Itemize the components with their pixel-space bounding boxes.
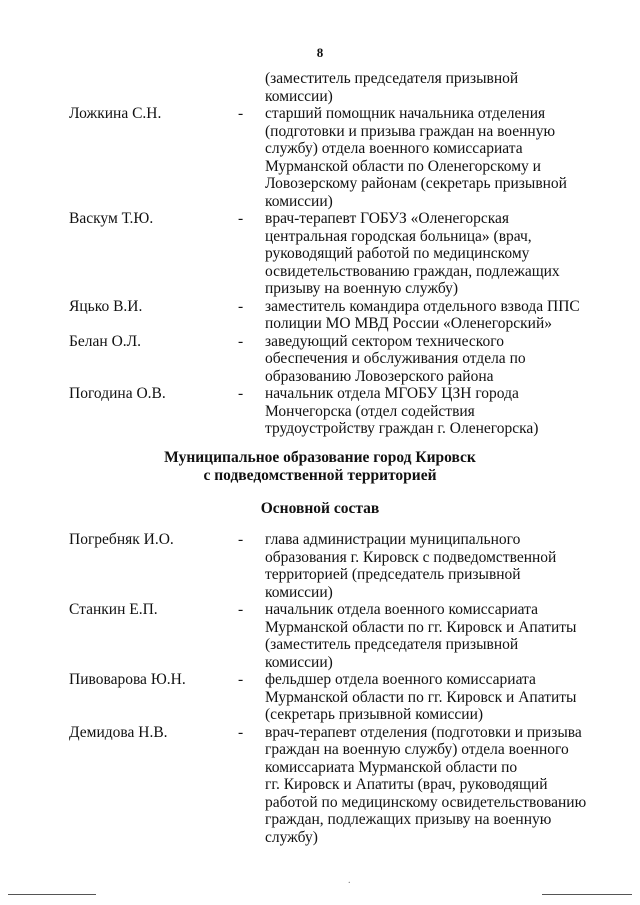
role-line: призыву на военную службу): [265, 280, 459, 297]
member-name: Станкин Е.П.: [69, 601, 158, 618]
member-name: Васкум Т.Ю.: [69, 210, 154, 227]
role-line: комиссии): [265, 583, 333, 601]
page-number: 8: [316, 45, 324, 60]
role-line: руководящий работой по медицинскому: [265, 245, 530, 262]
footer-rule-left: [8, 894, 96, 895]
dash-separator: -: [238, 601, 244, 618]
role-line: обеспечения и обслуживания отдела по: [265, 350, 526, 367]
member-role: [265, 298, 625, 333]
member-role: [265, 531, 625, 601]
role-line: Мурманской области по гг. Кировск и Апатиты: [265, 618, 577, 636]
role-line: Мурманской области по Оленегорскому и: [265, 157, 541, 175]
role-line: заведующий сектором технического: [265, 332, 504, 350]
member-role: [265, 210, 625, 298]
member-name: Яцько В.И.: [69, 297, 143, 315]
role-line: полиции МО МВД России «Оленегорский»: [265, 315, 553, 332]
dash-separator: -: [238, 105, 244, 122]
member-entry: [0, 671, 640, 724]
member-role: [265, 601, 625, 671]
role-line: гг. Кировск и Апатиты (врач, руководящий: [265, 776, 548, 793]
member-name: Погодина О.В.: [69, 385, 166, 402]
member-role: [265, 671, 625, 724]
role-line: службу) отдела военного комиссариата: [265, 140, 523, 157]
dash-separator: -: [238, 297, 244, 315]
member-role: [265, 70, 625, 105]
member-role: [265, 333, 625, 386]
dash-separator: -: [238, 531, 244, 548]
role-line: Мончегорска (отдел содействия: [265, 402, 475, 420]
member-role: [265, 724, 625, 847]
role-line: Мурманской области по гг. Кировск и Апатиты: [265, 688, 577, 706]
member-name: Ложкина С.Н.: [69, 105, 162, 122]
role-line: (заместитель председателя призывной: [265, 636, 519, 653]
member-name: Пивоварова Ю.Н.: [69, 671, 186, 688]
role-line: комиссариата Мурманской области по: [265, 758, 518, 776]
member-entry: [0, 601, 640, 671]
role-line: граждан, подлежащих призыву на военную: [265, 811, 552, 828]
role-line: комиссии): [265, 87, 333, 105]
role-line: освидетельствованию граждан, подлежащих: [265, 262, 560, 280]
role-line: комиссии): [265, 653, 333, 671]
role-line: трудоустройству граждан г. Оленегорска): [265, 420, 539, 437]
member-name: Белан О.Л.: [69, 332, 142, 350]
member-entry: [0, 210, 640, 298]
member-entry: [0, 385, 640, 438]
role-line: (секретарь призывной комиссии): [265, 706, 484, 723]
dash-separator: -: [238, 671, 244, 688]
dash-separator: -: [238, 723, 244, 741]
member-role: [265, 385, 625, 438]
role-line: службу): [265, 828, 318, 846]
role-line: врач-терапевт отделения (подготовки и призыва: [265, 723, 582, 741]
members-list-kirovsk: [0, 531, 640, 846]
dash-separator: -: [238, 210, 244, 227]
member-name: Погребняк И.О.: [69, 531, 174, 548]
role-line: территорией (председатель призывной: [265, 566, 521, 583]
section-title-line: Муниципальное образование город Кировск: [164, 449, 476, 466]
section-title: [0, 449, 640, 484]
footer-rule-right: [542, 894, 632, 895]
dash-separator: -: [238, 385, 244, 402]
member-role: [265, 105, 625, 210]
member-entry: [0, 298, 640, 333]
section-subtitle: Основной состав: [260, 500, 380, 517]
role-line: старший помощник начальника отделения: [265, 105, 546, 122]
dash-separator: -: [238, 332, 244, 350]
scan-speck: .: [348, 875, 351, 886]
role-line: глава администрации муниципального: [265, 531, 521, 548]
member-entry: [0, 333, 640, 386]
member-entry: [0, 531, 640, 601]
member-entry: [0, 724, 640, 847]
role-line: начальник отдела МГОБУ ЦЗН города: [265, 385, 519, 402]
member-entry: [0, 105, 640, 210]
role-line: начальник отдела военного комиссариата: [265, 601, 538, 618]
role-line: врач-терапевт ГОБУЗ «Оленегорская: [265, 210, 510, 227]
role-line: образования г. Кировск с подведомственной: [265, 548, 557, 566]
role-line: (подготовки и призыва граждан на военную: [265, 122, 556, 140]
role-line: образованию Ловозерского района: [265, 367, 494, 385]
role-line: Ловозерскому районам (секретарь призывной: [265, 175, 567, 192]
section-title-line: с подведомственной территорией: [203, 466, 437, 484]
role-line: (заместитель председателя призывной: [265, 70, 519, 87]
role-line: центральная городская больница» (врач,: [265, 227, 532, 245]
role-line: граждан на военную службу) отдела военного: [265, 741, 569, 758]
role-line: заместитель командира отдельного взвода ППС: [265, 297, 580, 315]
member-entry: [0, 70, 640, 105]
members-list-olenegorsk: [0, 70, 640, 438]
role-line: фельдшер отдела военного комиссариата: [265, 671, 536, 688]
role-line: работой по медицинскому освидетельствованию: [265, 793, 587, 811]
member-name: Демидова Н.В.: [69, 723, 168, 741]
role-line: комиссии): [265, 192, 333, 210]
